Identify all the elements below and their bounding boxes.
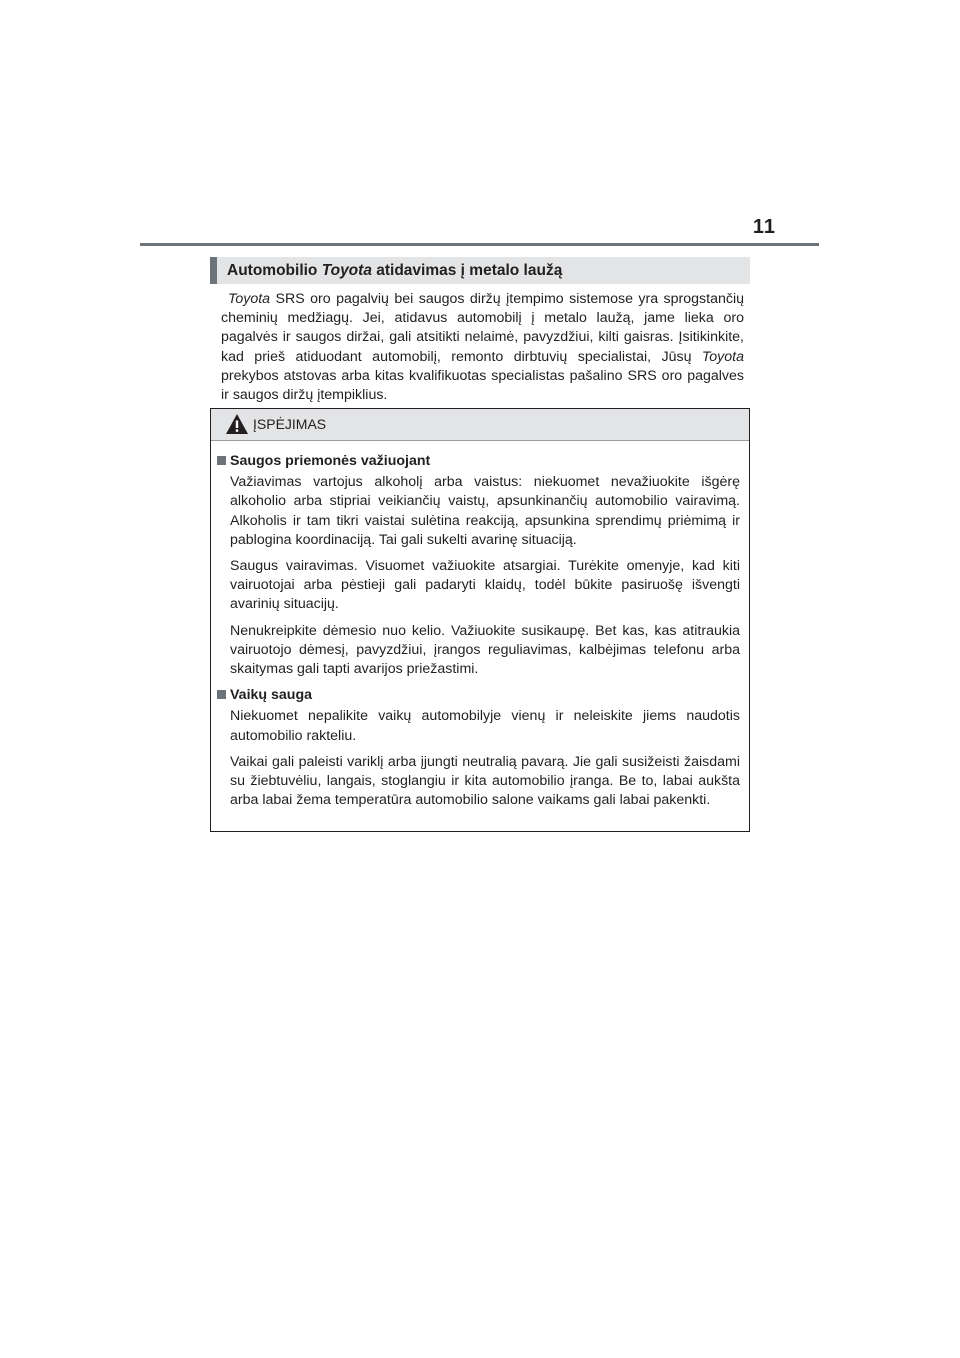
header-rule [140, 243, 819, 246]
warning-group-title [217, 686, 740, 705]
warning-group-title-text: Vaikų sauga [230, 687, 313, 704]
warning-paragraph: Nenukreipkite dėmesio nuo kelio. Važiuokite susikaupę. Bet kas, kas atitraukia vairuotojo dėmesį, pavyzdžiui, įrangos reguliavimas, kalbėjimas telefonu arba skaitymas gali tapti avarijos priežastimi. [230, 622, 740, 678]
warning-body [211, 441, 749, 810]
warning-paragraph: Niekuomet nepalikite vaikų automobilyje vienų ir neleiskite jiems naudotis automobilio rakteliu. [230, 708, 740, 744]
warning-group-title [217, 452, 740, 471]
section-heading [210, 257, 750, 284]
intro-brand-2: Toyota [701, 348, 744, 365]
warning-label: ĮSPĖJIMAS [253, 416, 327, 432]
warning-group-title-text: Saugos priemonės važiuojant [230, 453, 431, 469]
page-number: 11 [752, 216, 776, 238]
intro-text-2: prekybos atstovas arba kitas kvalifikuotas specialistas pašalino SRS oro pagalves ir saugos diržų įtempiklius. [221, 367, 744, 404]
warning-triangle-icon [225, 413, 249, 435]
warning-header [211, 409, 749, 441]
intro-paragraph [221, 290, 744, 405]
section-heading-brand: Toyota [321, 262, 372, 279]
square-bullet-icon [217, 690, 226, 699]
square-bullet-icon [217, 456, 226, 465]
warning-paragraph: Važiavimas vartojus alkoholį arba vaistus: niekuomet nevažiuokite išgėrę alkoholio arba stipriai veikiančių vaistų, apsunkinančių automobilio vairavimą. Alkoholis ir tam tikri vaistai sulėtina reakciją, apsunkina sprendimų priėmimą ir pablogina koordinaciją. Tai gali sukelti avarinę situaciją. [230, 474, 740, 548]
section-heading-text-2: atidavimas į metalo laužą [371, 262, 563, 279]
warning-paragraph: Vaikai gali paleisti variklį arba įjungti neutralią pavarą. Jie gali susižeisti žaisdami su žiebtuvėliu, langais, stoglangiu ir kita automobilio įranga. Be to, labai aukšta arba labai žema temperatūra automobilio salone vaikams gali labai pakenkti. [230, 753, 740, 809]
intro-text-1: SRS oro pagalvių bei saugos diržų įtempimo sistemose yra sprogstančių cheminių medžiagų. Jei, atidavus automobilį į metalo laužą, jame lieka oro pagalvės ir saugos diržai, gali atsitikti nelaimė, pavyzdžiui, kilti gaisras. Įsitikinkite, kad prieš atiduodant automobilį, remonto dirbtuvių specialistai, Jūsų [221, 291, 744, 365]
intro-brand-1: Toyota [228, 291, 271, 307]
warning-box [210, 408, 750, 832]
warning-paragraph: Saugus vairavimas. Visuomet važiuokite atsargiai. Turėkite omenyje, kad kiti vairuotojai arba pėstieji gali padaryti klaidų, todėl būkite pasiruošę išvengti avarinių situacijų. [230, 558, 740, 613]
section-heading-text-1: Automobilio [227, 262, 322, 279]
